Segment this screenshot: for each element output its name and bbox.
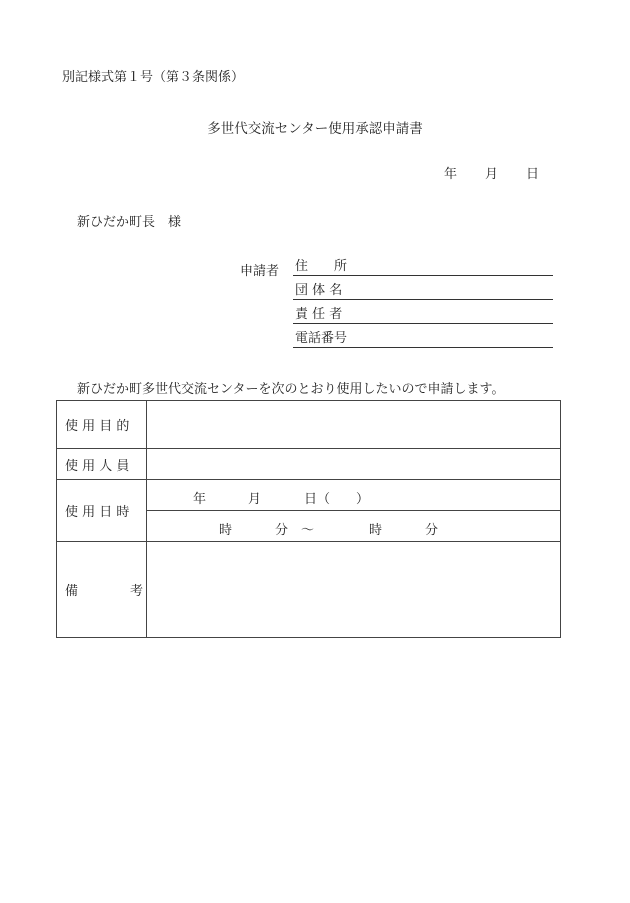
- day-label: 日: [526, 167, 540, 182]
- addressee: 新ひだか町長 様: [77, 215, 182, 230]
- purpose-label: 使 用 目 的: [57, 401, 147, 449]
- usage-year-label: 年: [193, 492, 207, 507]
- people-input[interactable]: [147, 449, 561, 480]
- end-hour-label: 時: [369, 523, 383, 538]
- purpose-row: [57, 401, 561, 449]
- people-row: [57, 449, 561, 480]
- usage-time-input[interactable]: [147, 511, 561, 542]
- usage-table: [56, 400, 561, 638]
- date-row: [57, 480, 561, 511]
- organization-field[interactable]: [293, 281, 553, 300]
- address-field[interactable]: [293, 257, 553, 276]
- applicant-label: 申請者: [240, 264, 280, 279]
- usage-weekday-close: ）: [356, 492, 370, 507]
- address-label: 住 所: [295, 259, 348, 274]
- representative-field[interactable]: [293, 305, 553, 324]
- start-hour-label: 時: [219, 523, 233, 538]
- organization-label: 団 体 名: [295, 283, 343, 298]
- remarks-input[interactable]: [147, 542, 561, 638]
- year-label: 年: [444, 167, 458, 182]
- phone-label: 電話番号: [295, 331, 348, 346]
- application-statement: 新ひだか町多世代交流センターを次のとおり使用したいので申請します。: [77, 382, 505, 397]
- document-title: 多世代交流センター使用承認申請書: [207, 121, 423, 137]
- representative-label: 責 任 者: [295, 307, 343, 322]
- month-label: 月: [485, 167, 499, 182]
- remarks-row: [57, 542, 561, 638]
- people-label: 使 用 人 員: [57, 449, 147, 480]
- remarks-label: 備 考: [57, 542, 147, 638]
- usage-day-label: 日（: [304, 492, 331, 507]
- usage-date-input[interactable]: [147, 480, 561, 511]
- application-date: [444, 163, 539, 182]
- time-range-tilde: ～: [301, 523, 315, 538]
- datetime-label: 使 用 日 時: [57, 480, 147, 542]
- phone-field[interactable]: [293, 329, 553, 348]
- form-number: 別記様式第１号（第３条関係）: [62, 70, 245, 85]
- end-minute-label: 分: [425, 523, 439, 538]
- purpose-input[interactable]: [147, 401, 561, 449]
- start-minute-label: 分: [275, 523, 289, 538]
- usage-month-label: 月: [248, 492, 262, 507]
